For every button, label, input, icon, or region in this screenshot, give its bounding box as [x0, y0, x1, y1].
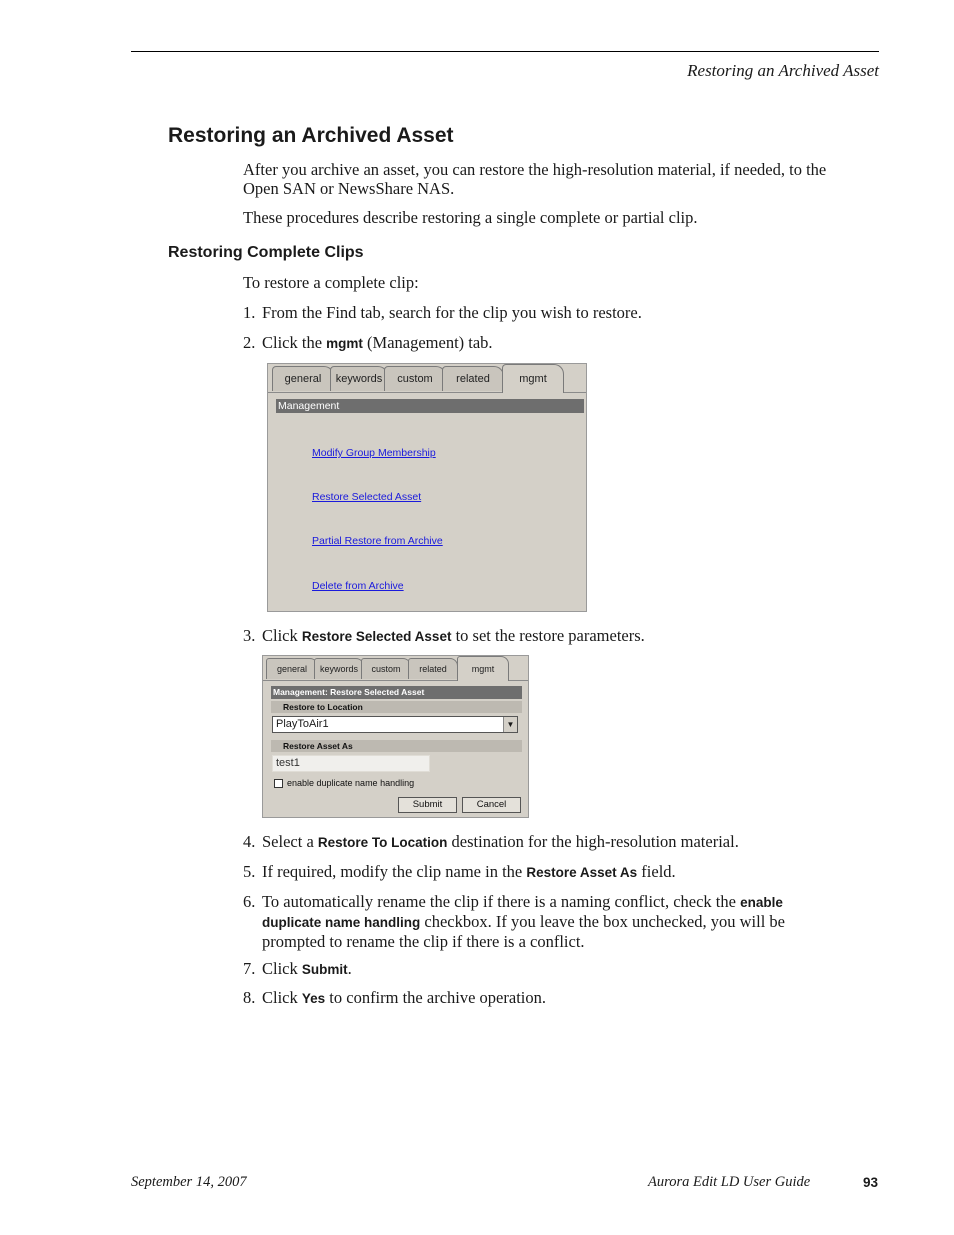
link-delete-from-archive[interactable]: Delete from Archive [312, 580, 404, 592]
link-modify-group-membership[interactable]: Modify Group Membership [312, 447, 436, 459]
link-partial-restore[interactable]: Partial Restore from Archive [312, 535, 443, 547]
step-text: To automatically rename the clip if there is a naming conflict, check the enable duplicate name handling checkbox. If you leave the box unchecked, you will be prompted to rename the clip if there is a conflict. [262, 892, 785, 951]
lead-paragraph: To restore a complete clip: [243, 273, 419, 292]
step-5 [243, 862, 833, 882]
tab-related[interactable]: related [442, 366, 504, 391]
step-number: 1. [243, 303, 256, 322]
tab-general[interactable]: general [266, 658, 318, 679]
tab-related[interactable]: related [408, 658, 458, 679]
link-restore-selected-asset[interactable]: Restore Selected Asset [312, 491, 422, 503]
step-6 [243, 892, 833, 951]
step-number: 5. [243, 862, 256, 881]
step-text: Click Yes to confirm the archive operation. [262, 988, 546, 1007]
ui-term: Restore To Location [317, 835, 448, 850]
duplicate-name-checkbox[interactable] [274, 779, 283, 788]
ui-term: mgmt [326, 336, 363, 351]
step-text: From the Find tab, search for the clip you wish to restore. [262, 303, 642, 322]
step-number: 6. [243, 892, 256, 911]
step-number: 2. [243, 333, 256, 352]
tab-keywords[interactable]: keywords [314, 658, 364, 679]
step-text: If required, modify the clip name in the Restore Asset As field. [262, 862, 676, 881]
ui-term: Restore Asset As [526, 865, 638, 880]
panel-title-bar: Management: Restore Selected Asset [271, 686, 522, 699]
location-label: Restore to Location [271, 701, 522, 713]
asset-as-label: Restore Asset As [271, 740, 522, 752]
intro-paragraph-2: These procedures describe restoring a single complete or partial clip. [243, 208, 698, 227]
tab-strip [268, 364, 586, 393]
restore-form-screenshot [262, 655, 529, 818]
step-text: Click Restore Selected Asset to set the restore parameters. [262, 626, 645, 645]
running-head: Restoring an Archived Asset [687, 61, 879, 80]
tab-custom[interactable]: custom [384, 366, 446, 391]
intro-paragraph-1: After you archive an asset, you can restore the high-resolution material, if needed, to the Open SAN or NewsShare NAS. [243, 160, 827, 198]
header-rule [131, 51, 879, 52]
tab-custom[interactable]: custom [361, 658, 411, 679]
tab-keywords[interactable]: keywords [330, 366, 388, 391]
cancel-button[interactable]: Cancel [462, 797, 521, 813]
step-3 [243, 626, 833, 646]
tab-mgmt[interactable]: mgmt [457, 656, 509, 681]
ui-term: Yes [301, 991, 326, 1006]
step-number: 8. [243, 988, 256, 1007]
ui-term: Restore Selected Asset [301, 629, 452, 644]
panel-title-bar: Management [276, 399, 584, 413]
subsection-title: Restoring Complete Clips [168, 244, 364, 261]
step-8 [243, 988, 833, 1008]
section-title: Restoring an Archived Asset [168, 124, 454, 147]
ui-term: enable duplicate name handling [262, 895, 783, 930]
location-value: PlayToAir1 [276, 718, 329, 730]
tab-strip [263, 656, 528, 681]
footer-date: September 14, 2007 [131, 1174, 247, 1190]
ui-term: Submit [301, 962, 348, 977]
step-2 [243, 333, 833, 353]
step-1 [243, 303, 833, 322]
step-text: Select a Restore To Location destination for the high-resolution material. [262, 832, 739, 851]
tab-general[interactable]: general [272, 366, 334, 391]
step-number: 4. [243, 832, 256, 851]
tab-mgmt[interactable]: mgmt [502, 364, 564, 393]
step-7 [243, 959, 833, 979]
submit-button[interactable]: Submit [398, 797, 457, 813]
step-4 [243, 832, 833, 852]
location-select[interactable] [272, 716, 518, 733]
asset-name-field[interactable]: test1 [272, 755, 430, 772]
step-number: 7. [243, 959, 256, 978]
page-number: 93 [863, 1175, 879, 1190]
step-text: Click the mgmt (Management) tab. [262, 333, 493, 352]
checkbox-label: enable duplicate name handling [287, 778, 415, 788]
footer-guide-title: Aurora Edit LD User Guide [648, 1174, 811, 1190]
step-text: Click Submit. [262, 959, 352, 978]
management-tab-screenshot [267, 363, 587, 612]
step-number: 3. [243, 626, 256, 645]
chevron-down-icon[interactable]: ▼ [503, 717, 517, 732]
